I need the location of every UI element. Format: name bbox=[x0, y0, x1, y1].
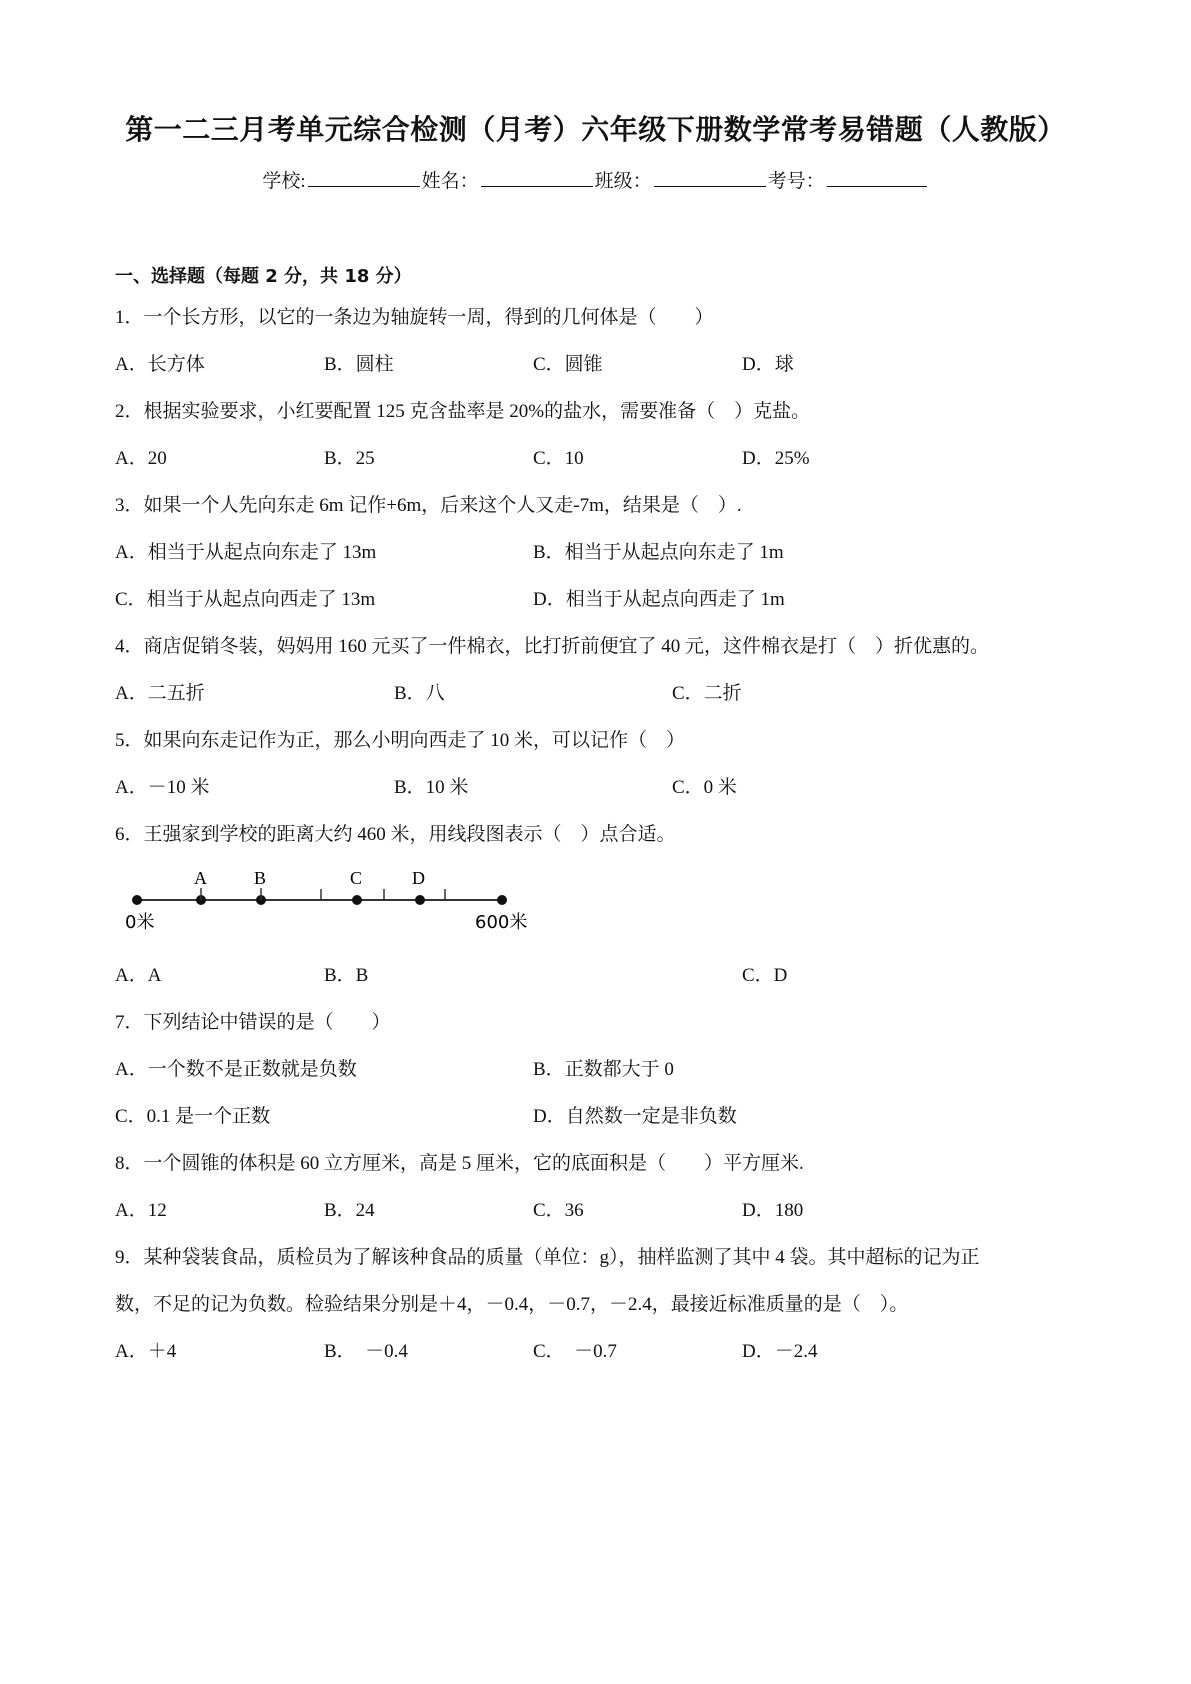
question-5: 5．如果向东走记作为正，那么小明向西走了 10 米，可以记作（ ） bbox=[115, 730, 686, 751]
q7-option-c[interactable]: C．0.1 是一个正数 bbox=[115, 1106, 271, 1127]
q1-option-b[interactable]: B．圆柱 bbox=[324, 354, 394, 375]
q6-option-a[interactable]: A．A bbox=[115, 965, 162, 986]
question-2: 2．根据实验要求，小红要配置 125 克含盐率是 20%的盐水，需要准备（ ）克盐。 bbox=[115, 401, 811, 422]
q9-option-c[interactable]: C． －0.7 bbox=[533, 1341, 617, 1362]
student-info-row bbox=[0, 166, 1191, 193]
q4-option-c[interactable]: C．二折 bbox=[672, 683, 742, 704]
q8-option-d[interactable]: D．180 bbox=[742, 1200, 804, 1221]
end-label: 600米 bbox=[475, 912, 528, 933]
q5-option-a[interactable]: A．－10 米 bbox=[115, 777, 210, 798]
number-line-figure bbox=[120, 862, 540, 942]
start-label: 0米 bbox=[125, 912, 155, 933]
q8-option-c[interactable]: C．36 bbox=[533, 1200, 584, 1221]
q5-option-c[interactable]: C．0 米 bbox=[672, 777, 737, 798]
q6-option-b[interactable]: B．B bbox=[324, 965, 369, 986]
point-label-a: A bbox=[194, 868, 207, 888]
q9-option-d[interactable]: D．－2.4 bbox=[742, 1341, 818, 1362]
q7-option-b[interactable]: B．正数都大于 0 bbox=[533, 1059, 674, 1080]
q2-option-c[interactable]: C．10 bbox=[533, 448, 584, 469]
q9-option-a[interactable]: A．＋4 bbox=[115, 1341, 177, 1362]
name-blank[interactable] bbox=[481, 168, 593, 187]
q4-option-b[interactable]: B．八 bbox=[394, 683, 445, 704]
question-8: 8．一个圆锥的体积是 60 立方厘米，高是 5 厘米，它的底面积是（ ）平方厘米. bbox=[115, 1153, 804, 1174]
point-label-b: B bbox=[254, 868, 267, 888]
q5-option-b[interactable]: B．10 米 bbox=[394, 777, 469, 798]
q3-option-d[interactable]: D．相当于从起点向西走了 1m bbox=[533, 589, 785, 610]
point-label-c: C bbox=[350, 868, 363, 888]
question-1: 1．一个长方形，以它的一条边为轴旋转一周，得到的几何体是（ ） bbox=[115, 307, 714, 328]
q3-option-b[interactable]: B．相当于从起点向东走了 1m bbox=[533, 542, 784, 563]
point-label-d: D bbox=[412, 868, 425, 888]
q2-option-b[interactable]: B．25 bbox=[324, 448, 375, 469]
section-title: 一、选择题（每题 2 分，共 18 分） bbox=[115, 266, 412, 287]
name-label: 姓名： bbox=[421, 171, 479, 192]
school-label: 学校: bbox=[262, 171, 306, 192]
q2-option-d[interactable]: D．25% bbox=[742, 448, 810, 469]
question-9-line-2: 数，不足的记为负数。检验结果分别是＋4，－0.4，－0.7，－2.4，最接近标准质量的是（ ）。 bbox=[115, 1294, 909, 1315]
q8-option-b[interactable]: B．24 bbox=[324, 1200, 375, 1221]
question-4: 4．商店促销冬装，妈妈用 160 元买了一件棉衣，比打折前便宜了 40 元，这件棉衣是打（ ）折优惠的。 bbox=[115, 636, 990, 657]
q7-option-a[interactable]: A．一个数不是正数就是负数 bbox=[115, 1059, 357, 1080]
q3-option-c[interactable]: C．相当于从起点向西走了 13m bbox=[115, 589, 376, 610]
q1-option-a[interactable]: A．长方体 bbox=[115, 354, 205, 375]
q7-option-d[interactable]: D．自然数一定是非负数 bbox=[533, 1106, 737, 1127]
q2-option-a[interactable]: A．20 bbox=[115, 448, 167, 469]
question-7: 7．下列结论中错误的是（ ） bbox=[115, 1012, 391, 1033]
q9-option-b[interactable]: B． －0.4 bbox=[324, 1341, 408, 1362]
question-9-line-1: 9．某种袋装食品，质检员为了解该种食品的质量（单位：g），抽样监测了其中 4 袋。其中超标的记为正 bbox=[115, 1247, 980, 1268]
q8-option-a[interactable]: A．12 bbox=[115, 1200, 167, 1221]
q4-option-a[interactable]: A．二五折 bbox=[115, 683, 205, 704]
exam-number-blank[interactable] bbox=[827, 168, 927, 187]
class-label: 班级： bbox=[594, 171, 652, 192]
q1-option-d[interactable]: D．球 bbox=[742, 354, 794, 375]
exam-number-label: 考号： bbox=[767, 171, 825, 192]
class-blank[interactable] bbox=[654, 168, 766, 187]
question-3: 3．如果一个人先向东走 6m 记作+6m，后来这个人又走-7m，结果是（ ）. bbox=[115, 495, 742, 516]
question-6: 6．王强家到学校的距离大约 460 米，用线段图表示（ ）点合适。 bbox=[115, 824, 676, 845]
q1-option-c[interactable]: C．圆锥 bbox=[533, 354, 603, 375]
q3-option-a[interactable]: A．相当于从起点向东走了 13m bbox=[115, 542, 377, 563]
school-blank[interactable] bbox=[308, 168, 420, 187]
q6-option-c[interactable]: C．D bbox=[742, 965, 788, 986]
document-title: 第一二三月考单元综合检测（月考）六年级下册数学常考易错题（人教版） bbox=[125, 113, 1066, 146]
